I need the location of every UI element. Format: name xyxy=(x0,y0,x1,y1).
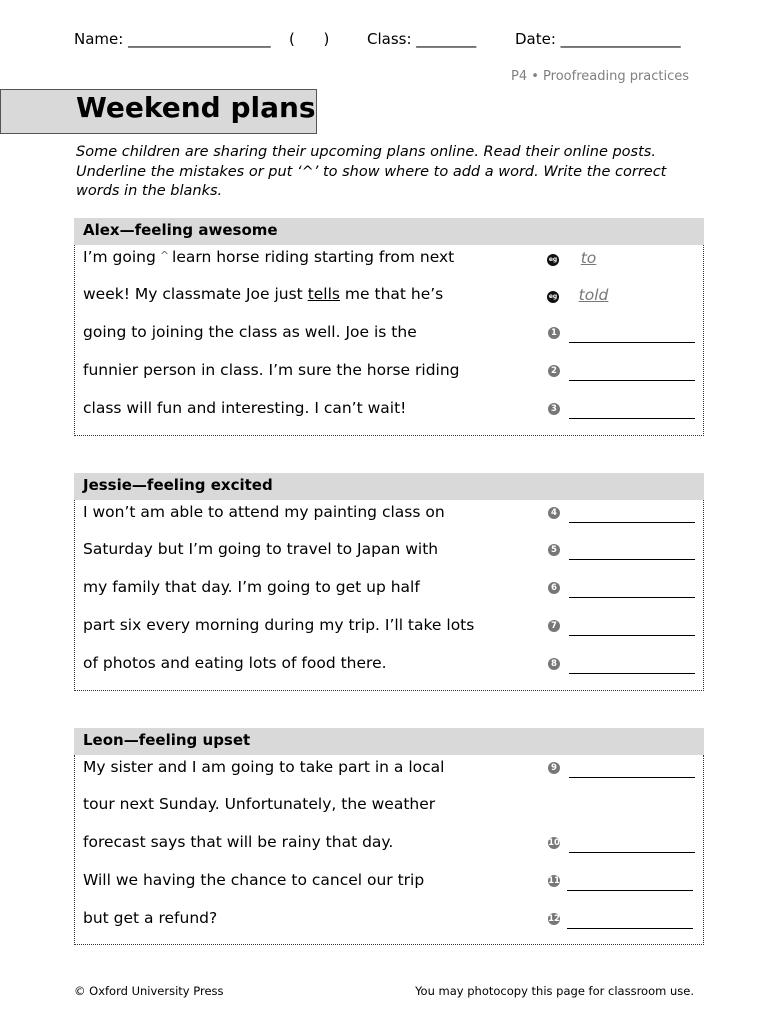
section-header-leon xyxy=(74,728,704,755)
answer-blank[interactable] xyxy=(569,618,695,636)
post-line: Will we having the chance to cancel our trip xyxy=(83,871,425,889)
section-heading: Jessie—feeling excited xyxy=(83,476,273,494)
example-marker: eg xyxy=(547,254,559,266)
post-line: I won’t am able to attend my painting class on xyxy=(83,503,445,521)
answer-blank[interactable] xyxy=(567,911,693,929)
answer-blank[interactable] xyxy=(567,873,693,891)
example-answer: to xyxy=(580,249,597,267)
answer-blank[interactable] xyxy=(569,401,695,419)
post-line xyxy=(83,248,454,266)
section-heading: Alex—feeling awesome xyxy=(83,221,278,239)
question-number-marker: 9 xyxy=(548,762,560,774)
class-field-label: Class: ________ xyxy=(367,30,477,48)
post-line: my family that day. I’m going to get up half xyxy=(83,578,420,596)
question-number-marker: 3 xyxy=(548,403,560,415)
underlined-mistake: tells xyxy=(307,285,340,303)
post-line: My sister and I am going to take part in a local xyxy=(83,758,445,776)
answer-blank[interactable] xyxy=(569,760,695,778)
copyright-footer: © Oxford University Press xyxy=(74,984,224,998)
name-field-label: Name: ___________________ xyxy=(74,30,271,48)
caret-insert-mark: ^ xyxy=(159,249,170,262)
post-line: funnier person in class. I’m sure the horse riding xyxy=(83,361,460,379)
photocopy-notice: You may photocopy this page for classroom use. xyxy=(415,984,694,998)
question-number-marker: 5 xyxy=(548,544,560,556)
class-number-field: ( ) xyxy=(289,30,330,48)
question-number-marker: 6 xyxy=(548,582,560,594)
question-number-marker: 4 xyxy=(548,507,560,519)
question-number-marker: 12 xyxy=(548,914,560,924)
question-number-marker: 1 xyxy=(548,327,560,339)
instructions-text: Some children are sharing their upcoming plans online. Read their online posts. Underline the mistakes or put ‘^’ to show where to add a word. Write the correct words in the blanks. xyxy=(76,144,667,199)
answer-blank[interactable] xyxy=(569,835,695,853)
section-heading: Leon—feeling upset xyxy=(83,731,251,749)
post-line xyxy=(83,285,443,303)
post-line: of photos and eating lots of food there. xyxy=(83,654,387,672)
answer-blank[interactable] xyxy=(569,505,695,523)
example-marker: eg xyxy=(547,291,559,303)
line-text-after: me that he’s xyxy=(340,285,444,303)
answer-blank[interactable] xyxy=(569,363,695,381)
question-number-marker: 8 xyxy=(548,658,560,670)
question-number-marker: 11 xyxy=(548,876,560,886)
example-answer: told xyxy=(578,286,609,304)
question-number-marker: 10 xyxy=(548,838,560,848)
page-title: Weekend plans xyxy=(76,91,316,124)
section-header-alex xyxy=(74,218,704,245)
line-text-after: learn horse riding starting from next xyxy=(172,248,455,266)
post-line: going to joining the class as well. Joe is the xyxy=(83,323,417,341)
answer-blank[interactable] xyxy=(569,542,695,560)
post-line: tour next Sunday. Unfortunately, the weather xyxy=(83,795,436,813)
question-number-marker: 7 xyxy=(548,620,560,632)
post-line: but get a refund? xyxy=(83,909,218,927)
answer-blank[interactable] xyxy=(569,656,695,674)
line-text-before: week! My classmate Joe just xyxy=(83,285,308,303)
date-field-label: Date: ________________ xyxy=(515,30,681,48)
line-text-before: I’m going xyxy=(83,248,156,266)
post-line: part six every morning during my trip. I’ll take lots xyxy=(83,616,475,634)
series-label: P4 • Proofreading practices xyxy=(511,69,690,84)
post-line: class will fun and interesting. I can’t wait! xyxy=(83,399,407,417)
question-number-marker: 2 xyxy=(548,365,560,377)
post-line: Saturday but I’m going to travel to Japan with xyxy=(83,540,439,558)
section-header-jessie xyxy=(74,473,704,500)
answer-blank[interactable] xyxy=(569,580,695,598)
post-line: forecast says that will be rainy that day. xyxy=(83,833,394,851)
answer-blank[interactable] xyxy=(569,325,695,343)
